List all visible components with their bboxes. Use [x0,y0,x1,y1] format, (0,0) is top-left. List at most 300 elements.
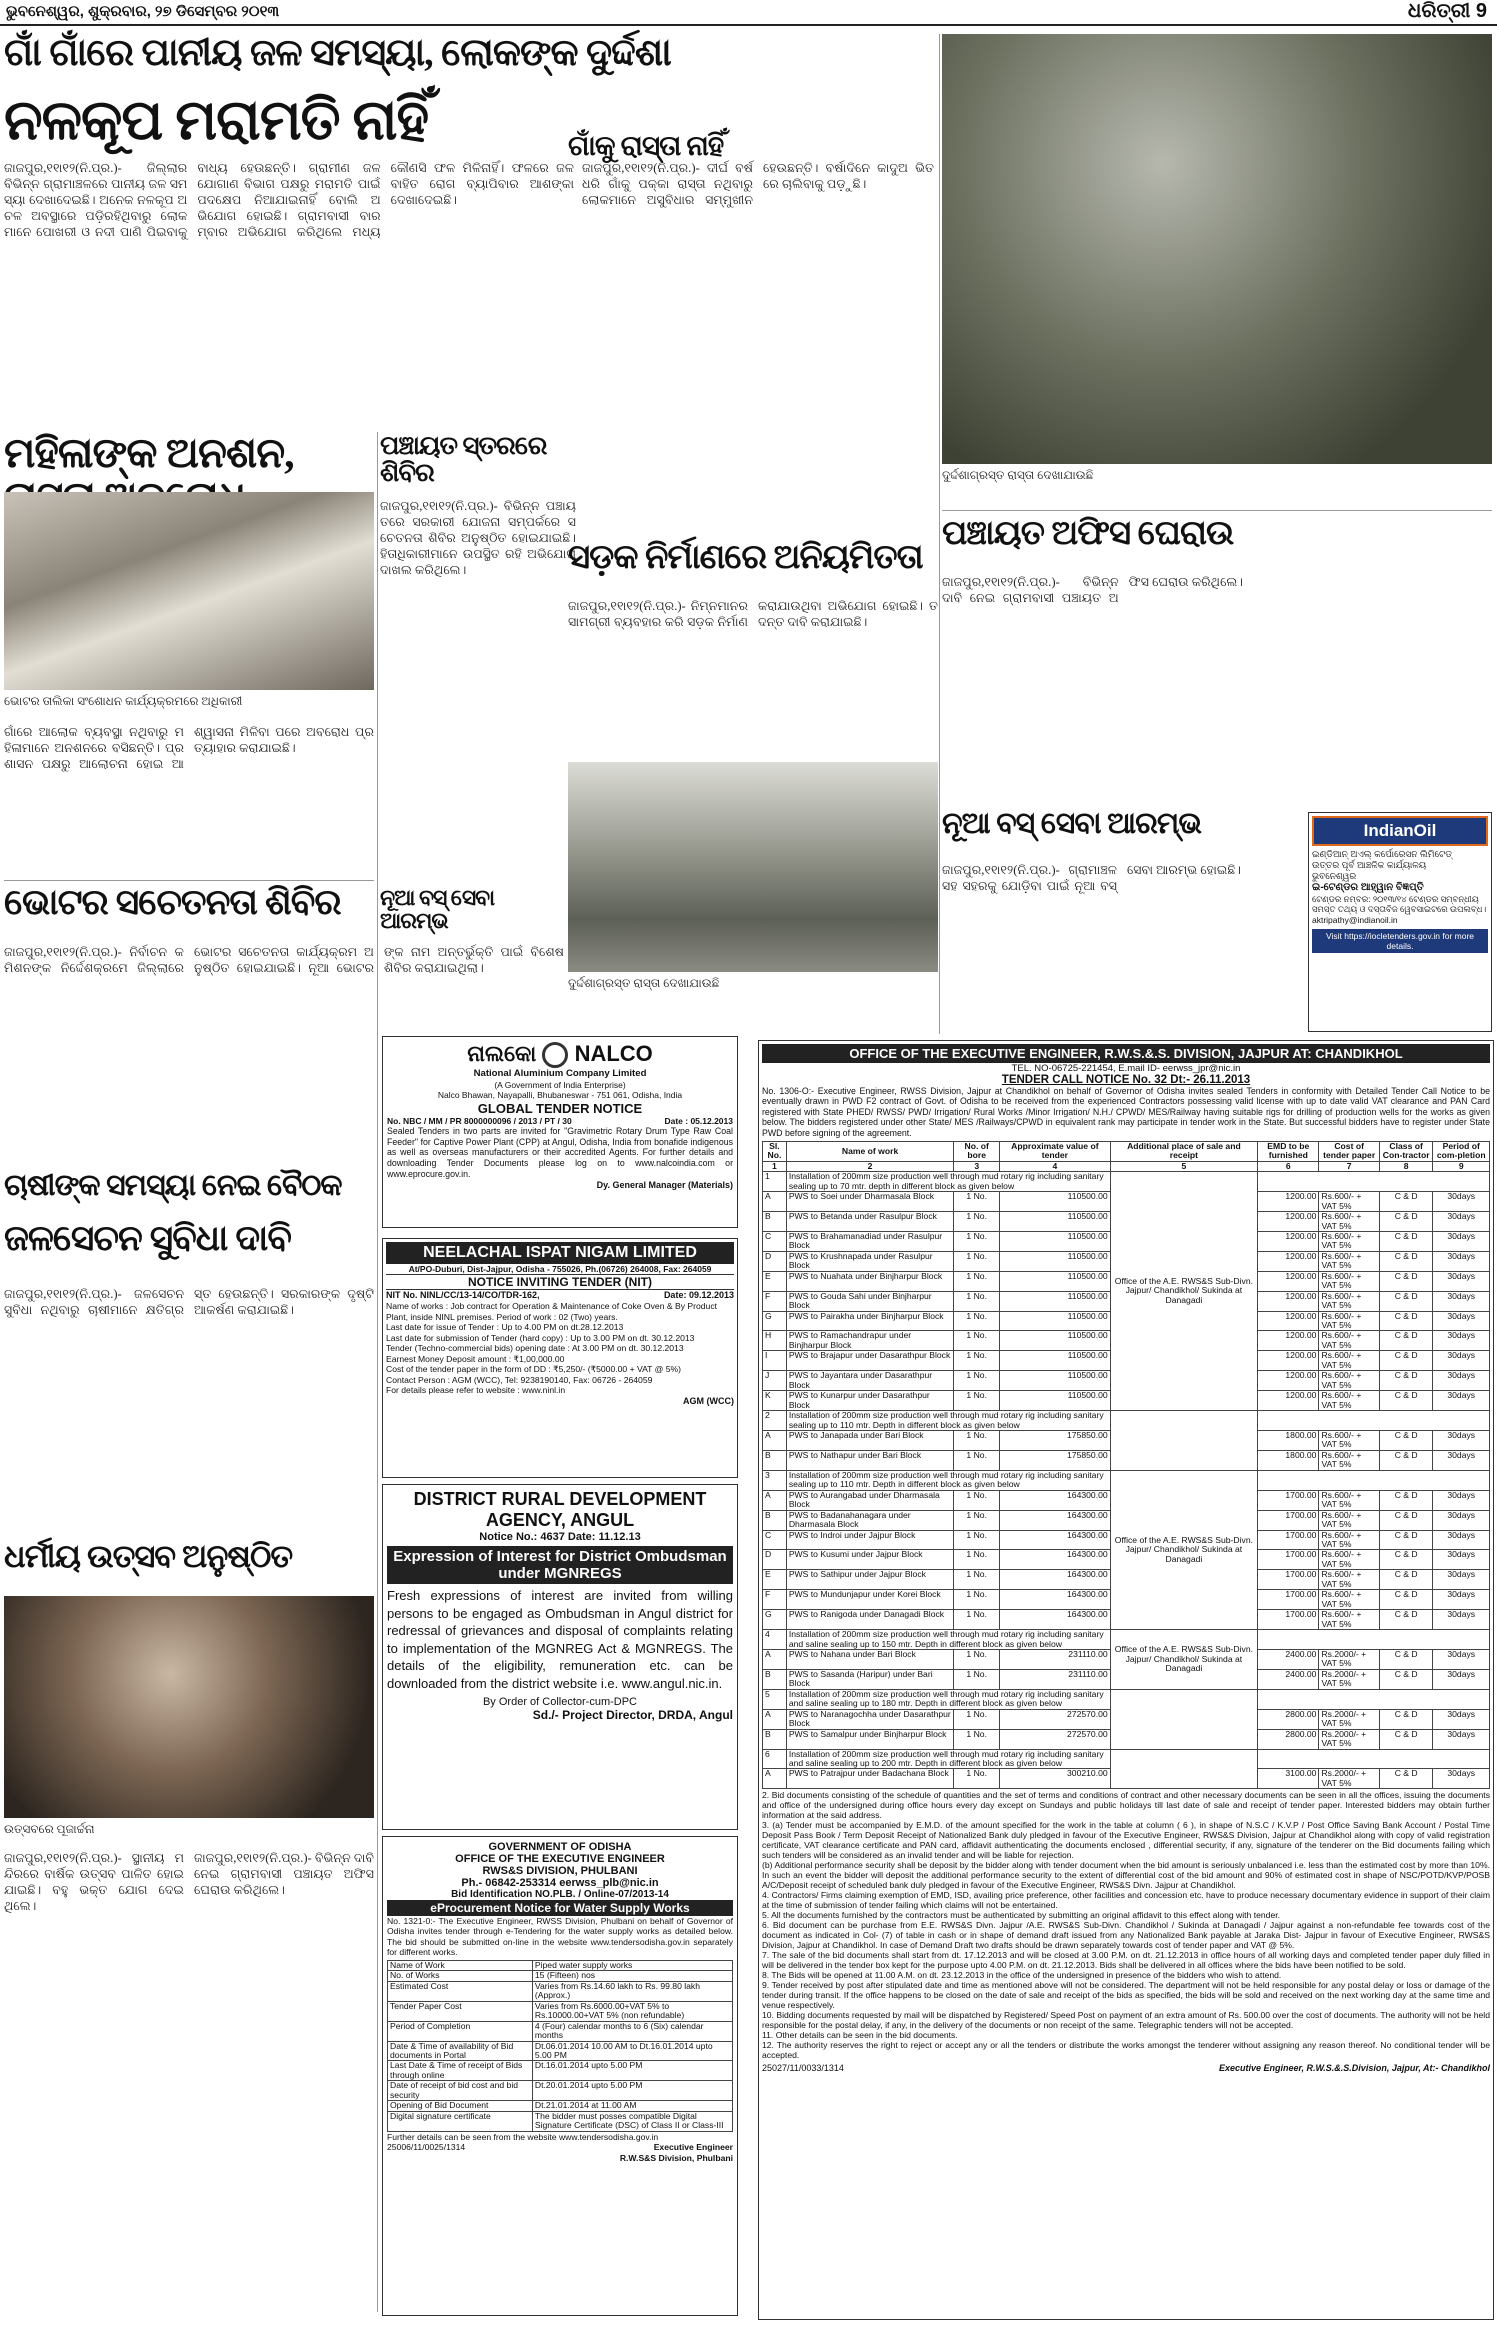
tender-note: 12. The authority reserves the right to reject or accept any or all the tenders or distribute the works amongst the tenderer without assigning any reason thereof. No conditional tender will be accepted. [762,2039,1490,2060]
group-number: 3 [763,1470,787,1490]
row-letter: A [763,1709,787,1729]
tender-value: 175850.00 [1000,1450,1111,1470]
tender-value: 110500.00 [1000,1271,1111,1291]
section-rule [4,880,374,881]
table-cell: Dt.20.01.2014 upto 5.00 PM [532,2081,732,2101]
contractor-class: C & D [1379,1371,1433,1391]
place-of-sale [1110,1689,1257,1749]
tender-note: 2. Bid documents consisting of the schedule of quantities and the set of terms and conditions of contract and other necessary documents can be seen in all the offices, issuing the documents and office of the undersigned during office hours every day except on Sundays and public holidays till last date of sale and receipt of tender paper. Interested bidders may obtain further information at the said address. [762,1790,1490,1821]
column-header: Approximate value of tender [1000,1141,1111,1161]
tender-paper-cost: Rs.600/- + VAT 5% [1319,1550,1379,1570]
caption-a6: ଦୁର୍ଦ୍ଦଶାଗ୍ରସ୍ତ ରାସ୍ତା ଦେଖାଯାଉଛି [568,976,720,990]
completion-period: 30days [1433,1769,1490,1789]
tender-value: 231110.00 [1000,1669,1111,1689]
contractor-class: C & D [1379,1291,1433,1311]
tender-paper-cost: Rs.600/- + VAT 5% [1319,1570,1379,1590]
tender-group-row [763,1470,1490,1490]
emd-amount: 2800.00 [1258,1729,1319,1749]
completion-period: 30days [1433,1192,1490,1212]
table-cell: Dt.06.01.2014 10.00 AM to Dt.16.01.2014 upto 5.00 PM [532,2041,732,2061]
emd-amount: 1200.00 [1258,1231,1319,1251]
emd-amount: 3100.00 [1258,1769,1319,1789]
work-name: PWS to Patrajpur under Badachana Block [786,1769,953,1789]
bore-count: 1 No. [954,1331,1000,1351]
tender-note: 4. Contractors/ Firms claiming exemption of EMD, ISD, availing price preference, other facilities and concession etc. have to produce necessary documentary evidence in support of their claim at the time of submission of tender failing which claims will not be entertained. [762,1890,1490,1910]
work-name: PWS to Aurangabad under Dharmasala Block [786,1490,953,1510]
group-description: Installation of 200mm size production well through mud rotary rig including sanitary sealing up to 110 mtr. Depth in different block as given below [786,1470,1110,1490]
tender-note: 6. Bid document can be purchase from E.E. RWS&S Divn. Jajpur /A.E. RWS&S Sub-Divn. Chandikhol / Sukinda at Danagadi / Jajpur against a non-refundable fee towards cost of the document as indicated in Col- (7) of table in cash or in shape of demand draft issued from any Nationalized Bank payable at Jaraka Dist- Jajpur in favour of Executive Engineer, RWS&S Division, Jajpur at Chandikhol. In case of Demand Draft two drafts should be drawn separately towards cost of tender paper and VAT @ 5%. [762,1919,1490,1950]
caption-trees: ଦୁର୍ଦ୍ଦଶାଗ୍ରସ୍ତ ରାସ୍ତା ଦେଖାଯାଉଛି [942,468,1094,482]
tender-paper-cost: Rs.600/- + VAT 5% [1319,1291,1379,1311]
row-letter: A [763,1769,787,1789]
bore-count: 1 No. [954,1709,1000,1729]
completion-period: 30days [1433,1530,1490,1550]
row-letter: I [763,1351,787,1371]
headline-a7-top: ଚାଷୀଙ୍କ ସମସ୍ୟା ନେଇ ବୈଠକ [4,1169,342,1202]
contractor-class: C & D [1379,1331,1433,1351]
headline-a10: ନୂଆ ବସ୍ ସେବା ଆରମ୍ଭ [380,885,495,934]
tender-value: 300210.00 [1000,1769,1111,1789]
phulbani-table-row [388,2111,733,2131]
row-letter: K [763,1391,787,1411]
group-description: Installation of 200mm size production well through mud rotary rig including sanitary and saline sealing up to 180 mtr. Depth in different block as given below [786,1689,1110,1709]
article-a5-body: ଜାଜପୁର,୧୧ା୧୨(ନି.ପ୍ର.)- ଦୀର୍ଘ ବର୍ଷ ଧରି ଗାଁକୁ ପକ୍କା ରାସ୍ତା ନଥିବାରୁ ଲୋକମାନେ ଅସୁବିଧାର ସମ୍ମୁଖୀନ ହେଉଛନ୍ତି। ବର୍ଷାଦିନେ କାଦୁଅ ଭିତରେ ଚାଲିବାକୁ ପଡ଼ୁଛି। [582,161,934,208]
tender-note: (b) Additional performance security shall be deposit by the bidder along with tender document when the bid amount is seriously unbalanced i.e. less than the estimated cost by more than 10%. In such an event the bidder will deposit the additional performance security to the extent of differential cost of the bid amount and 90% of estimated cost in shape of NSC/POTD/KVP/POSB A/C/Deposit receipt of scheduled bank duly pledged in favour of the Executive Engineer, RWS&S Divn. Jajpur at Chandikhol. [762,1860,1490,1891]
work-name: PWS to Kusumi under Jajpur Block [786,1550,953,1570]
completion-period: 30days [1433,1590,1490,1610]
article-a9-body: ଜାଜପୁର,୧୧ା୧୨(ନି.ପ୍ର.)- ବିଭିନ୍ନ ଦାବି ନେଇ ଗ୍ରାମବାସୀ ପଞ୍ଚାୟତ ଅଫିସ ଘେରାଉ କରିଥିଲେ। [194,1851,375,1898]
work-name: PWS to Soei under Dharmasala Block [786,1192,953,1212]
indianoil-ad: IndianOil ଇଣ୍ଡିଆନ୍ ଅଏଲ୍ କର୍ପୋରେସନ ଲିମିଟେଡ୍ ଉତ୍ତର ପୂର୍ବ ଆଞ୍ଚଳିକ କାର୍ଯ୍ୟାଳୟ ଭୁବନେଶ୍ୱର ଇ-ଟେଣ୍ଡର ଆହ୍ୱାନ ବିଜ୍ଞପ୍ତି ଟେଣ୍ଡର ନମ୍ବର: ୨୦୧୩/୧୪ ଟେଣ୍ଡର ସମ୍ବନ୍ଧୀୟ ସମସ୍ତ ତଥ୍ୟ ଓ ଦସ୍ତାବିଜ ୱେବସାଇଟରେ ଉପଲବ୍ଧ। aktripathy@indianoil.in Visit https://iocletenders.gov.in for more details. [1308,812,1492,1032]
column-header: Additional place of sale and receipt [1110,1141,1257,1161]
bore-count: 1 No. [954,1510,1000,1530]
phulbani-table-row [388,2001,733,2021]
group-number: 2 [763,1411,787,1431]
row-letter: A [763,1192,787,1212]
emd-amount: 1200.00 [1258,1371,1319,1391]
contractor-class: C & D [1379,1570,1433,1590]
tender-paper-cost: Rs.2000/- + VAT 5% [1319,1709,1379,1729]
headline-a1-top: ଗାଁ ଗାଁରେ ପାନୀୟ ଜଳ ସମସ୍ୟା, ଲୋକଙ୍କ ଦୁର୍ଦ୍ଦଶା [4,32,671,74]
contractor-class: C & D [1379,1510,1433,1530]
headline-a9: ପଞ୍ଚାୟତ ଅଫିସ ଘେରାଉ [942,515,1234,552]
tender-value: 164300.00 [1000,1490,1111,1510]
row-letter: B [763,1212,787,1232]
completion-period: 30days [1433,1212,1490,1232]
contractor-class: C & D [1379,1450,1433,1470]
column-header: No. of bore [954,1141,1000,1161]
completion-period: 30days [1433,1490,1490,1510]
work-name: PWS to Samalpur under Binjharpur Block [786,1729,953,1749]
drda-band: Expression of Interest for District Ombudsman under MGNREGS [387,1546,733,1584]
ninl-line: Contact Person : AGM (WCC), Tel: 9238190140, Fax: 06726 - 264059 [386,1374,653,1385]
bore-count: 1 No. [954,1590,1000,1610]
work-name: PWS to Ranigoda under Danagadi Block [786,1610,953,1630]
headline-a2: ମହିଳାଙ୍କ ଅନଶନ, [4,431,294,477]
article-a8-body: ଜାଜପୁର,୧୧ା୧୨(ନି.ପ୍ର.)- ସ୍ଥାନୀୟ ମନ୍ଦିରରେ ବାର୍ଷିକ ଉତ୍ସବ ପାଳିତ ହୋଇଯାଇଛି। ବହୁ ଭକ୍ତ ଯୋଗ ଦେଇଥିଲେ। [4,1851,184,1914]
tender-value: 164300.00 [1000,1570,1111,1590]
caption-a2: ଭୋଟର ତାଲିକା ସଂଶୋଧନ କାର୍ଯ୍ୟକ୍ରମରେ ଅଧିକାରୀ [4,694,243,708]
tender-note: 9. Tender received by post after stipulated date and time as mentioned above will not be considered. The department will not be held responsible for any postal delay or loss or damage of the tender during transit. If the office happens to be closed on the date of sale and receipt of the bids as specified, the bids will be sold and received on the next working day at the same time and venue respectively. [762,1979,1490,2010]
headline-a7-main: ଜଳସେଚନ ସୁବିଧା ଦାବି [4,1218,291,1258]
completion-period: 30days [1433,1311,1490,1331]
tender-note: 10. Bidding documents requested by mail will be dispatched by Registered/ Speed Post on payment of an extra amount of Rs. 500.00 over the cost of documents. The authority will not be held responsible for the postal delay, if any, in the delivery of the documents or non receipt of the same. Telegraphic tenders will not be accepted. [762,2009,1490,2030]
contractor-class: C & D [1379,1251,1433,1271]
bore-count: 1 No. [954,1530,1000,1550]
bore-count: 1 No. [954,1391,1000,1411]
row-letter: G [763,1610,787,1630]
contractor-class: C & D [1379,1610,1433,1630]
article-a9-right-body: ଜାଜପୁର,୧୧ା୧୨(ନି.ପ୍ର.)- ବିଭିନ୍ନ ଦାବି ନେଇ ଗ୍ରାମବାସୀ ପଞ୍ଚାୟତ ଅଫିସ ଘେରାଉ କରିଥିଲେ। [942,575,1244,606]
ninl-line: Tender (Techno-commercial bids) opening date : At 3.00 PM on dt. 30.12.2013 [386,1343,684,1354]
phulbani-table-row [388,2061,733,2081]
tender-value: 175850.00 [1000,1431,1111,1451]
completion-period: 30days [1433,1570,1490,1590]
phulbani-table-row [388,1981,733,2001]
tender-group-row [763,1689,1490,1709]
tender-value: 164300.00 [1000,1530,1111,1550]
tender-value: 164300.00 [1000,1550,1111,1570]
column-header: Name of work [786,1141,953,1161]
table-cell: Name of Work [388,1960,533,1970]
tender-value: 110500.00 [1000,1311,1111,1331]
table-cell: Varies from Rs.14.60 lakh to Rs. 99.80 lakh (Approx.) [532,1981,732,2001]
row-letter: B [763,1450,787,1470]
place-of-sale: Office of the A.E. RWS&S Sub-Divn. Jajpur/ Chandikhol/ Sukinda at Danagadi [1110,1470,1257,1629]
tender-paper-cost: Rs.600/- + VAT 5% [1319,1271,1379,1291]
emd-amount: 1700.00 [1258,1510,1319,1530]
photo-street-event [568,762,938,972]
completion-period: 30days [1433,1510,1490,1530]
emd-amount: 1700.00 [1258,1550,1319,1570]
column-header: Class of Con-tractor [1379,1141,1433,1161]
blank-cell [1258,1689,1490,1709]
bore-count: 1 No. [954,1371,1000,1391]
tender-paper-cost: Rs.2000/- + VAT 5% [1319,1669,1379,1689]
table-cell: Last Date & Time of receipt of Bids through online [388,2061,533,2081]
completion-period: 30days [1433,1391,1490,1411]
completion-period: 30days [1433,1550,1490,1570]
tender-value: 272570.00 [1000,1729,1111,1749]
phulbani-table-row [388,1960,733,1970]
phulbani-table-row [388,2101,733,2111]
tender-value: 110500.00 [1000,1291,1111,1311]
completion-period: 30days [1433,1610,1490,1630]
work-name: PWS to Jayantara under Dasarathpur Block [786,1371,953,1391]
work-name: PWS to Ramachandrapur under Binjharpur Block [786,1331,953,1351]
place-of-sale [1110,1749,1257,1789]
work-name: PWS to Gouda Sahi under Binjharpur Block [786,1291,953,1311]
tender-value: 110500.00 [1000,1331,1111,1351]
column-number: 4 [1000,1161,1111,1171]
article-a2-body: ଗାଁରେ ଆଲୋକ ବ୍ୟବସ୍ଥା ନଥିବାରୁ ମହିଳାମାନେ ଅନଶନରେ ବସିଛନ୍ତି। ପ୍ରଶାସନ ପକ୍ଷରୁ ଆଲୋଚନା ହୋଇ ଆଶ୍ୱାସନା ମିଳିବା ପରେ ଅବରୋଧ ପ୍ରତ୍ୟାହାର କରାଯାଇଛି। [4,725,374,772]
row-letter: J [763,1371,787,1391]
tender-value: 110500.00 [1000,1251,1111,1271]
column-number: 2 [786,1161,953,1171]
contractor-class: C & D [1379,1391,1433,1411]
tender-paper-cost: Rs.600/- + VAT 5% [1319,1450,1379,1470]
phulbani-table [387,1960,733,2132]
place-of-sale [1110,1411,1257,1471]
ninl-line: Last date for issue of Tender : Up to 4.00 PM on dt.28.12.2013 [386,1322,624,1333]
completion-period: 30days [1433,1331,1490,1351]
table-cell: Piped water supply works [532,1960,732,1970]
row-letter: B [763,1669,787,1689]
jajpur-tender-notice: OFFICE OF THE EXECUTIVE ENGINEER, R.W.S.&.S. DIVISION, JAJPUR AT: CHANDIKHOL TEL. NO-06725-221454, E.mail ID- eerwss_jpr@nic.in TENDER CALL NOTICE No. 32 Dt:- 26.11.2013 No. 1306-O:- Executive Engineer, RWSS Division, Jajpur at Chandikhol on behalf of Governor of Odisha invites sealed Tenders in conformity with Detailed Tender Call Notice to be eventually drawn in PWD F2 contract of Govt. of Odisha to be received from the experienced Contractors possessing valid license with up to date valid VAT clearance and PAN Card registered with State PHED/ RWSS/ PWD/ Irrigation/ Rural Works /Minor Irrigation/ N.H./ CPWD/ MES/Railway having suitable rigs for drilling of production wells for the works as given below. The bidders registered under other State/ MES /Railways/CPWD in equivalent rank may participate in tender work in the State. But successful bidders have to register under State PWD before signing of the agreement. Sl. No. Name of work No. of bore Approximate value of tender Additional place of sale and receipt EMD to be furnished Cost of tender paper Class of Con-tractor Period of com-pletion 1 2 3 4 5 6 7 8 9 1 Installation of 200mm size production well through mud rotary rig including sanitary sealing up to 70 mtr. depth in different block as given below Office of the A.E. RWS&S Sub-Divn. Jajpur/ Chandikhol/ Sukinda at Danagadi A PWS to Soei under Dharmasala Block 1 No. 110500.00 1200.00 Rs.600/- + VAT 5% C & D 30days B PWS to Betanda under Rasulpur Block 1 No. 110500.00 1200.00 Rs.600/- + VAT 5% C & D 30days C PWS to Brahamanadiad under Rasulpur Block 1 No. 110500.00 1200.00 Rs.600/- + VAT 5% C & D 30days D PWS to Krushnapada under Rasulpur Block 1 No. 110500.00 1200.00 Rs.600/- + VAT 5% C & D 30days E PWS to Nuahata under Binjharpur Block 1 No. 110500.00 1200.00 Rs.600/- + VAT 5% C & D 30days F PWS to Gouda Sahi under Binjharpur Block 1 No. 110500.00 1200.00 Rs.600/- + VAT 5% C & D 30days G PWS to Pairakha under Binjharpur Block 1 No. 110500.00 1200.00 Rs.600/- + VAT 5% C & D 30days H PWS to Ramachandrapur under Binjharpur Block 1 No. 110500.00 1200.00 Rs.600/- + VAT 5% C & D 30days I PWS to Brajapur under Dasarathpur Block 1 No. 110500.00 1200.00 Rs.600/- + VAT 5% C & D 30days J PWS to Jayantara under Dasarathpur Block 1 No. 110500.00 1200.00 Rs.600/- + VAT 5% C & D 30days K PWS to Kunarpur under Dasarathpur Block 1 No. 110500.00 1200.00 Rs.600/- + VAT 5% C & D 30days 2 Installation of 200mm size production well through mud rotary rig including sanitary sealing up to 110 mtr. Depth in different block as given below A PWS to Janapada under Bari Block 1 No. 175850.00 1800.00 Rs.600/- + VAT 5% C & D 30days B PWS to Nathapur under Bari Block 1 No. 175850.00 1800.00 Rs.600/- + VAT 5% C & D 30days 3 Installation of 200mm size production well through mud rotary rig including sanitary sealing up to 110 mtr. Depth in different block as given below Office of the A.E. RWS&S Sub-Divn. Jajpur/ Chandikhol/ Sukinda at Danagadi A PWS to Aurangabad under Dharmasala Block 1 No. 164300.00 1700.00 Rs.600/- + VAT 5% C & D 30days B PWS to Badanahanagara under Dharmasala Block 1 No. 164300.00 1700.00 Rs.600/- + VAT 5% C & D 30days C PWS to Indroi under Jajpur Block 1 No. 164300.00 1700.00 Rs.600/- + VAT 5% C & D 30days D PWS to Kusumi under Jajpur Block 1 No. 164300.00 1700.00 Rs.600/- + VAT 5% C & D 30days E PWS to Sathipur under Jajpur Block 1 No. 164300.00 1700.00 Rs.600/- + VAT 5% C & D 30days F PWS to Mundunjapur under Korei Block 1 No. 164300.00 1700.00 Rs.600/- + VAT 5% C & D 30days G PWS to Ranigoda under Danagadi Block 1 No. 164300.00 1700.00 Rs.600/- + VAT 5% C & D 30days 4 Installation of 200mm size production well through mud rotary rig including sanitary and saline sealing up to 150 mtr. Depth in different block as given below Office of the A.E. RWS&S Sub-Divn. Jajpur/ Chandikhol/ Sukinda at Danagadi A PWS to Nahana under Bari Block 1 No. 231110.00 2400.00 Rs.2000/- + VAT 5% C & D 30days B PWS to Sasanda (Haripur) under Bari Block 1 No. 231110.00 2400.00 Rs.2000/- + VAT 5% C & D 30days 5 Installation of 200mm size production well through mud rotary rig including sanitary and saline sealing up to 180 mtr. Depth in different block as given below A PWS to Naranagochha under Dasarathpur Block 1 No. 272570.00 2800.00 Rs.2000/- + VAT 5% C & D 30days B PWS to Samalpur under Binjharpur Block 1 No. 272570.00 2800.00 Rs.2000/- + VAT 5% C & D 30days 6 Installation of 200mm size production well through mud rotary rig including sanitary and saline sealing up to 200 mtr. Depth in different block as given below A PWS to Patrajpur under Badachana Block 1 No. 300210.00 3100.00 Rs.2000/- + VAT 5% C & D 30days 2. Bid documents consisting of the schedule of quantities and the set of terms and conditions of contract and other necessary documents can be seen in all the offices, issuing the documents and office of the undersigned during office hours every day except on Sundays and public holidays till last date of sale and receipt of tender paper. Interested bidders may obtain further information at the said address. 3. (a) Tender must be accompanied by E.M.D. of the amount specified for the work in the table at column ( 6 ), in shape of N.S.C / K.V.P / Post Office Saving Bank Account / Postal Time Deposit Pass Book / Term Deposit Receipt of Nationalized Bank duly pledged in favour of the Executive Engineer, RWS&S Division, Jajpur at Chandikhol along with copy of valid registration certificate, VAT clearance certificate and PAN card, affidavit authenticating the documents enclosed , differential security, if any, signature of the tenderer on the Bid documents failing which such tenders will be considered as an invalid tender and will be liable for rejection. (b) Additional performance security shall be deposit by the bidder along with tender document when the bid amount is seriously unbalanced i.e. less than the estimated cost by more than 10%. In such an event the bidder will deposit the additional performance security to the extent of differential cost of the bid amount and 90% of estimated cost in shape of NSC/POTD/KVP/POSB A/C/Deposit receipt of scheduled bank duly pledged in favour of the Executive Engineer, RWS&S Divn. Jajpur at Chandikhol. 4. Contractors/ Firms claiming exemption of EMD, ISD, availing price preference, other facilities and concession etc. have to produce necessary documentary evidence in support of their claim at the time of submission of tender failing which claims will not be entertained. 5. All the documents furnished by the contractors must be authenticated by submitting an original affidavit to this effect along with tender. 6. Bid document can be purchase from E.E. RWS&S Divn. Jajpur /A.E. RWS&S Sub-Divn. Chandikhol / Sukinda at Danagadi / Jajpur against a non-refundable fee towards cost of the document as indicated in Col- (7) of table in cash or in shape of demand draft issued from any Nationalized Bank payable at Jaraka Dist- Jajpur in favour of Executive Engineer, RWS&S Division, Jajpur at Chandikhol. In case of Demand Draft two drafts should be drawn separately towards cost of tender paper and VAT @ 5%. 7. The sale of the bid documents shall start from dt. 17.12.2013 and will be closed at 3.00 P.M. on dt. 21.12.2013 in office hours of all working days and completed tender paper duly filled in will be delivered in the tender box kept for the purpose upto 4.00 P.M. on dt. 21.12.2013. Bids shall be delivered in all offices where the bids have been notified to be sold. 8. The Bids will be opened at 11.00 A.M. on dt. 23.12.2013 in the office of the undersigned in presence of the bidders who wish to attend. 9. Tender received by post after stipulated date and time as mentioned above will not be considered. The department will not be held responsible for any postal delay or loss or damage of the tender during transit. If the office happens to be closed on the date of sale and receipt of the bids as specified, the bids will be sold and received on the next working day at the same time and venue respectively. 10. Bidding documents requested by mail will be dispatched by Registered/ Speed Post on payment of an extra amount of Rs. 500.00 over the cost of documents. The authority will not be held responsible for the postal delay, if any, in the delivery of the documents or non receipt of the same. Telegraphic tenders will not be accepted. 11. Other details can be seen in the bid documents. 12. The authority reserves the right to reject or accept any or all the tenders or distribute the works amongst the tenderer without assigning any reason thereof. No conditional tender will be accepted. 25027/11/0033/1314 Executive Engineer, R.W.S.&.S.Division, Jajpur, At:- Chandikhol [758,1040,1494,2320]
ninl-line: Cost of the tender paper in the form of DD : ₹5,250/- (₹5000.00 + VAT @ 5%) [386,1364,682,1375]
tender-table [762,1141,1490,1789]
article-a7-body: ଜାଜପୁର,୧୧ା୧୨(ନି.ପ୍ର.)- ଜଳସେଚନ ସୁବିଧା ନଥିବାରୁ ଚାଷୀମାନେ କ୍ଷତିଗ୍ରସ୍ତ ହେଉଛନ୍ତି। ସରକାରଙ୍କ ଦୃଷ୍ଟି ଆକର୍ଷଣ କରାଯାଇଛି। [4,1287,374,1318]
blank-cell [1258,1172,1490,1192]
emd-amount: 1200.00 [1258,1192,1319,1212]
row-letter: B [763,1729,787,1749]
tender-note: 3. (a) Tender must be accompanied by E.M.D. of the amount specified for the work in the table at column ( 6 ), in shape of N.S.C / K.V.P / Post Office Saving Bank Account / Postal Time Deposit Pass Book / Term Deposit Receipt of Nationalized Bank duly pledged in favour of the Executive Engineer, RWS&S Division, Jajpur at Chandikhol along with copy of valid registration certificate, VAT clearance certificate and PAN card, affidavit authenticating the documents enclosed , differential security, if any, signature of the tenderer on the Bid documents failing which such tenders will be considered as an invalid tender and will be liable for rejection. [762,1820,1490,1861]
table-cell: Estimated Cost [388,1981,533,2001]
row-letter: F [763,1590,787,1610]
row-letter: A [763,1431,787,1451]
column-number: 8 [1379,1161,1433,1171]
group-number: 1 [763,1172,787,1192]
headline-a3: ଭୋଟର ସଚେତନତା ଶିବିର [4,882,341,922]
work-name: PWS to Kunarpur under Dasarathpur Block [786,1391,953,1411]
tender-paper-cost: Rs.2000/- + VAT 5% [1319,1649,1379,1669]
article-a6-body: ଜାଜପୁର,୧୧ା୧୨(ନି.ପ୍ର.)- ନିମ୍ନମାନର ସାମଗ୍ରୀ ବ୍ୟବହାର କରି ସଡ଼କ ନିର୍ମାଣ କରାଯାଉଥିବା ଅଭିଯୋଗ ହୋଇଛି। ତଦନ୍ତ ଦାବି କରାଯାଇଛି। [568,599,938,630]
tender-value: 110500.00 [1000,1212,1111,1232]
bore-count: 1 No. [954,1192,1000,1212]
phulbani-table-row [388,2081,733,2101]
headline-a10-right: ନୂଆ ବସ୍ ସେବା ଆରମ୍ଭ [942,807,1201,840]
column-number: 1 [763,1161,787,1171]
contractor-class: C & D [1379,1709,1433,1729]
tender-group-row [763,1172,1490,1192]
drda-ad: DISTRICT RURAL DEVELOPMENT AGENCY, ANGUL Notice No.: 4637 Date: 11.12.13 Expression of Interest for District Ombudsman under MGNREGS Fresh expressions of interest are invited from willing persons to be engaged as Ombudsman in Angul district for redressal of grievances and disposal of complaints relating to implementation of the MGNREG Act & MGNREGS. The details of the eligibility, remuneration etc. can be downloaded from the district website i.e. www.angul.nic.in. By Order of Collector-cum-DPC Sd./- Project Director, DRDA, Angul [382,1484,738,1830]
contractor-class: C & D [1379,1530,1433,1550]
column-header: Sl. No. [763,1141,787,1161]
emd-amount: 1700.00 [1258,1530,1319,1550]
tender-note: 7. The sale of the bid documents shall start from dt. 17.12.2013 and will be closed at 3.00 P.M. on dt. 21.12.2013 in office hours of all working days and completed tender paper duly filled in will be delivered in the tender box kept for the purpose upto 4.00 P.M. on dt. 21.12.2013. Bids shall be delivered in all offices where the bids have been notified to be sold. [762,1949,1490,1970]
work-name: PWS to Indroi under Jajpur Block [786,1530,953,1550]
tender-paper-cost: Rs.600/- + VAT 5% [1319,1212,1379,1232]
bore-count: 1 No. [954,1251,1000,1271]
contractor-class: C & D [1379,1271,1433,1291]
headline-a6: ସଡ଼କ ନିର୍ମାଣରେ ଅନିୟମିତତା [568,539,923,576]
article-a10-body: ଜାଜପୁର,୧୧ା୧୨(ନି.ପ୍ର.)- ଗ୍ରାମାଞ୍ଚଳ ସହ ସହରକୁ ଯୋଡ଼ିବା ପାଇଁ ନୂଆ ବସ୍ ସେବା ଆରମ୍ଭ ହୋଇଛି। [942,863,1241,894]
article-a3-body: ଜାଜପୁର,୧୧ା୧୨(ନି.ପ୍ର.)- ନିର୍ବାଚନ କମିଶନଙ୍କ ନିର୍ଦ୍ଦେଶକ୍ରମେ ଜିଲ୍ଲାରେ ଭୋଟର ସଚେତନତା କାର୍ଯ୍ୟକ୍ରମ ଅନୁଷ୍ଠିତ ହୋଇଯାଇଛି। ନୂଆ ଭୋଟରଙ୍କ ନାମ ଅନ୍ତର୍ଭୁକ୍ତି ପାଇଁ ବିଶେଷ ଶିବିର କରାଯାଇଥିଲା। [4,945,564,976]
group-description: Installation of 200mm size production well through mud rotary rig including sanitary and saline sealing up to 150 mtr. Depth in different block as given below [786,1630,1110,1650]
tender-value: 110500.00 [1000,1391,1111,1411]
emd-amount: 2400.00 [1258,1649,1319,1669]
tender-value: 164300.00 [1000,1610,1111,1630]
section-rule [942,510,1492,511]
group-description: Installation of 200mm size production well through mud rotary rig including sanitary sealing up to 70 mtr. depth in different block as given below [786,1172,1110,1192]
tender-group-row [763,1749,1490,1769]
row-letter: A [763,1490,787,1510]
tender-paper-cost: Rs.600/- + VAT 5% [1319,1251,1379,1271]
photo-ritual [4,1596,374,1818]
tender-paper-cost: Rs.2000/- + VAT 5% [1319,1729,1379,1749]
row-letter: E [763,1271,787,1291]
bore-count: 1 No. [954,1550,1000,1570]
photo-roadside-trees [942,34,1492,464]
phulbani-table-row [388,1971,733,1981]
tender-paper-cost: Rs.600/- + VAT 5% [1319,1331,1379,1351]
work-name: PWS to Naranagochha under Dasarathpur Block [786,1709,953,1729]
headline-a8: ଧର୍ମୀୟ ଉତ୍ସବ ଅନୁଷ୍ଠିତ [4,1538,293,1574]
bore-count: 1 No. [954,1649,1000,1669]
tender-group-row [763,1411,1490,1431]
completion-period: 30days [1433,1729,1490,1749]
bore-count: 1 No. [954,1669,1000,1689]
neelachal-ad: NEELACHAL ISPAT NIGAM LIMITED At/PO-Duburi, Dist-Jajpur, Odisha - 755026, Ph.(06726) 264008, Fax: 264059 NOTICE INVITING TENDER (NIT) NIT No. NINL/CC/13-14/CO/TDR-162, Date: 09.12.2013 Name of works : Job contract for Operation & Maintenance of Coke Oven & By Product Plant, inside NINL premises. Period of work : 02 (Two) years. Last date for issue of Tender : Up to 4.00 PM on dt.28.12.2013 Last date for submission of Tender (hard copy) : Up to 3.00 PM on dt. 30.12.2013 Tender (Techno-commercial bids) opening date : At 3.00 PM on dt. 30.12.2013 Earnest Money Deposit amount : ₹1,00,000.00 Cost of the tender paper in the form of DD : ₹5,250/- (₹5000.00 + VAT @ 5%) Contact Person : AGM (WCC), Tel: 9238190140, Fax: 06726 - 264059 For details please refer to website : www.ninl.in AGM (WCC) [382,1238,738,1478]
table-cell: The bidder must posses compatible Digital Signature Certificate (DSC) of Class II or Class-III [532,2111,732,2131]
bore-count: 1 No. [954,1729,1000,1749]
table-cell: Varies from Rs.6000.00+VAT 5% to Rs.10000.00+VAT 5% (non refundable) [532,2001,732,2021]
tender-value: 164300.00 [1000,1590,1111,1610]
nalco-ad: ନାଲକୋ NALCO National Aluminium Company Limited (A Government of India Enterprise) Nalco Bhawan, Nayapalli, Bhubaneswar - 751 061, Odisha, India GLOBAL TENDER NOTICE No. NBC / MM / PR 8000000096 / 2013 / PT / 30 Date : 05.12.2013 Sealed Tenders in two parts are invited for "Gravimetric Rotary Drum Type Raw Coal Feeder" for Captive Power Plant (CPP) at Angul, Odisha, India from bonafide indigenous as well as overseas manufacturers or their accredited Agents. For further details and downloading Tender Documents please log on to www.nalcoindia.com or www.eprocure.gov.in. Dy. General Manager (Materials) [382,1036,738,1228]
work-name: PWS to Nuahata under Binjharpur Block [786,1271,953,1291]
work-name: PWS to Sathipur under Jajpur Block [786,1570,953,1590]
caption-a8: ଉତ୍ସବରେ ପୂଜାର୍ଚ୍ଚନା [4,1822,95,1836]
bore-count: 1 No. [954,1231,1000,1251]
column-rule [377,432,378,2312]
completion-period: 30days [1433,1351,1490,1371]
work-name: PWS to Janapada under Bari Block [786,1431,953,1451]
emd-amount: 1700.00 [1258,1590,1319,1610]
bore-count: 1 No. [954,1431,1000,1451]
ninl-line: Name of works : Job contract for Operation & Maintenance of Coke Oven & By Product Plant, inside NINL premises. Period of work : 02 (Two) years. [386,1301,718,1322]
completion-period: 30days [1433,1291,1490,1311]
bore-count: 1 No. [954,1490,1000,1510]
tender-paper-cost: Rs.600/- + VAT 5% [1319,1231,1379,1251]
work-name: PWS to Betanda under Rasulpur Block [786,1212,953,1232]
bore-count: 1 No. [954,1570,1000,1590]
column-number: 7 [1319,1161,1379,1171]
work-name: PWS to Brajapur under Dasarathpur Block [786,1351,953,1371]
phulbani-ad: GOVERNMENT OF ODISHA OFFICE OF THE EXECUTIVE ENGINEER RWS&S DIVISION, PHULBANI Ph.- 06842-253314 eerwss_plb@nic.in Bid Identification NO.PLB. / Online-07/2013-14 eProcurement Notice for Water Supply Works No. 1321-0:- The Executive Engineer, RWSS Division, Phulbani on behalf of Governor of Odisha invites tender through e-Tendering for the water supply works as detailed below. The bid should be submitted on-line in the website www.tendersodisha.gov.in separately for different works. Name of Work Piped water supply works No. of Works 15 (Fifteen) nos Estimated Cost Varies from Rs.14.60 lakh to Rs. 99.80 lakh (Approx.) Tender Paper Cost Varies from Rs.6000.00+VAT 5% to Rs.10000.00+VAT 5% (non refundable) Period of Completion 4 (Four) calendar months to 6 (Six) calendar months Date & Time of availability of Bid documents in Portal Dt.06.01.2014 10.00 AM to Dt.16.01.2014 upto 5.00 PM Last Date & Time of receipt of Bids through online Dt.16.01.2014 upto 5.00 PM Date of receipt of bid cost and bid security Dt.20.01.2014 upto 5.00 PM Opening of Bid Document Dt.21.01.2014 at 11.00 AM Digital signature certificate The bidder must posses compatible Digital Signature Certificate (DSC) of Class II or Class-III Further details can be seen from the website www.tendersodisha.gov.in 25006/11/0025/1314 Executive Engineer R.W.S&S Division, Phulbani [382,1836,738,2316]
column-header: EMD to be furnished [1258,1141,1319,1161]
emd-amount: 1200.00 [1258,1291,1319,1311]
column-number: 3 [954,1161,1000,1171]
contractor-class: C & D [1379,1649,1433,1669]
tender-paper-cost: Rs.600/- + VAT 5% [1319,1371,1379,1391]
ninl-line: For details please refer to website : www.ninl.in [386,1385,566,1396]
completion-period: 30days [1433,1709,1490,1729]
tender-paper-cost: Rs.600/- + VAT 5% [1319,1351,1379,1371]
emd-amount: 1800.00 [1258,1450,1319,1470]
nalco-emblem-icon [542,1042,568,1068]
tender-paper-cost: Rs.600/- + VAT 5% [1319,1431,1379,1451]
bore-count: 1 No. [954,1351,1000,1371]
tender-value: 110500.00 [1000,1351,1111,1371]
emd-amount: 1200.00 [1258,1311,1319,1331]
group-number: 6 [763,1749,787,1769]
completion-period: 30days [1433,1231,1490,1251]
contractor-class: C & D [1379,1669,1433,1689]
contractor-class: C & D [1379,1231,1433,1251]
table-cell: Tender Paper Cost [388,2001,533,2021]
row-letter: C [763,1231,787,1251]
contractor-class: C & D [1379,1431,1433,1451]
headline-a5-top: ଗାଁକୁ ରାସ୍ତା ନାହିଁ [568,131,724,162]
blank-cell [1258,1749,1490,1769]
row-letter: D [763,1550,787,1570]
headline-a4: ପଞ୍ଚାୟତ ସ୍ତରରେ ଶିବିର [380,431,547,488]
tender-paper-cost: Rs.600/- + VAT 5% [1319,1490,1379,1510]
work-name: PWS to Sasanda (Haripur) under Bari Block [786,1669,953,1689]
tender-paper-cost: Rs.600/- + VAT 5% [1319,1311,1379,1331]
tender-paper-cost: Rs.600/- + VAT 5% [1319,1610,1379,1630]
place-of-sale: Office of the A.E. RWS&S Sub-Divn. Jajpur/ Chandikhol/ Sukinda at Danagadi [1110,1630,1257,1690]
ninl-title: NEELACHAL ISPAT NIGAM LIMITED [386,1242,734,1264]
emd-amount: 1200.00 [1258,1351,1319,1371]
table-cell: 4 (Four) calendar months to 6 (Six) calendar months [532,2021,732,2041]
tender-office: OFFICE OF THE EXECUTIVE ENGINEER, R.W.S.&.S. DIVISION, JAJPUR AT: CHANDIKHOL [762,1044,1490,1063]
tender-value: 110500.00 [1000,1192,1111,1212]
contractor-class: C & D [1379,1729,1433,1749]
column-header: Period of com-pletion [1433,1141,1490,1161]
emd-amount: 1800.00 [1258,1431,1319,1451]
table-cell: Opening of Bid Document [388,2101,533,2111]
emd-amount: 1200.00 [1258,1212,1319,1232]
contractor-class: C & D [1379,1311,1433,1331]
tender-value: 110500.00 [1000,1231,1111,1251]
work-name: PWS to Nathapur under Bari Block [786,1450,953,1470]
column-number: 6 [1258,1161,1319,1171]
contractor-class: C & D [1379,1550,1433,1570]
tender-value: 110500.00 [1000,1371,1111,1391]
tender-note: 11. Other details can be seen in the bid documents. [762,2029,958,2040]
phulbani-band: eProcurement Notice for Water Supply Works [387,1900,733,1916]
blank-cell [1258,1630,1490,1650]
emd-amount: 1200.00 [1258,1251,1319,1271]
place-of-sale: Office of the A.E. RWS&S Sub-Divn. Jajpur/ Chandikhol/ Sukinda at Danagadi [1110,1172,1257,1411]
column-number: 9 [1433,1161,1490,1171]
bore-count: 1 No. [954,1212,1000,1232]
contractor-class: C & D [1379,1351,1433,1371]
table-cell: 15 (Fifteen) nos [532,1971,732,1981]
tender-paper-cost: Rs.600/- + VAT 5% [1319,1192,1379,1212]
group-description: Installation of 200mm size production well through mud rotary rig including sanitary and saline sealing up to 200 mtr. Depth in different block as given below [786,1749,1110,1769]
bore-count: 1 No. [954,1291,1000,1311]
tender-paper-cost: Rs.600/- + VAT 5% [1319,1530,1379,1550]
table-cell: No. of Works [388,1971,533,1981]
contractor-class: C & D [1379,1590,1433,1610]
table-cell: Dt.21.01.2014 at 11.00 AM [532,2101,732,2111]
row-letter: G [763,1311,787,1331]
tender-value: 272570.00 [1000,1709,1111,1729]
article-a4-body: ଜାଜପୁର,୧୧ା୧୨(ନି.ପ୍ର.)- ବିଭିନ୍ନ ପଞ୍ଚାୟତରେ ସରକାରୀ ଯୋଜନା ସମ୍ପର୍କରେ ସଚେତନତା ଶିବିର ଅନୁଷ୍ଠିତ ହୋଇଯାଇଛି। ହିତାଧିକାରୀମାନେ ଉପସ୍ଥିତ ରହି ଅଭିଯୋଗ ଦାଖଲ କରିଥିଲେ। [380,499,576,578]
emd-amount: 1200.00 [1258,1271,1319,1291]
emd-amount: 1200.00 [1258,1391,1319,1411]
row-letter: C [763,1530,787,1550]
completion-period: 30days [1433,1450,1490,1470]
completion-period: 30days [1433,1371,1490,1391]
tender-paper-cost: Rs.600/- + VAT 5% [1319,1510,1379,1530]
table-cell: Dt.16.01.2014 upto 5.00 PM [532,2061,732,2081]
table-cell: Date of receipt of bid cost and bid security [388,2081,533,2101]
phulbani-table-row [388,2041,733,2061]
row-letter: D [763,1251,787,1271]
tender-note: 5. All the documents furnished by the contractors must be authenticated by submitting an original affidavit to this effect along with tender. [762,1909,1280,1920]
completion-period: 30days [1433,1649,1490,1669]
bore-count: 1 No. [954,1610,1000,1630]
tender-paper-cost: Rs.2000/- + VAT 5% [1319,1769,1379,1789]
emd-amount: 2800.00 [1258,1709,1319,1729]
emd-amount: 1700.00 [1258,1610,1319,1630]
blank-cell [1258,1411,1490,1431]
column-header: Cost of tender paper [1319,1141,1379,1161]
emd-amount: 1200.00 [1258,1331,1319,1351]
